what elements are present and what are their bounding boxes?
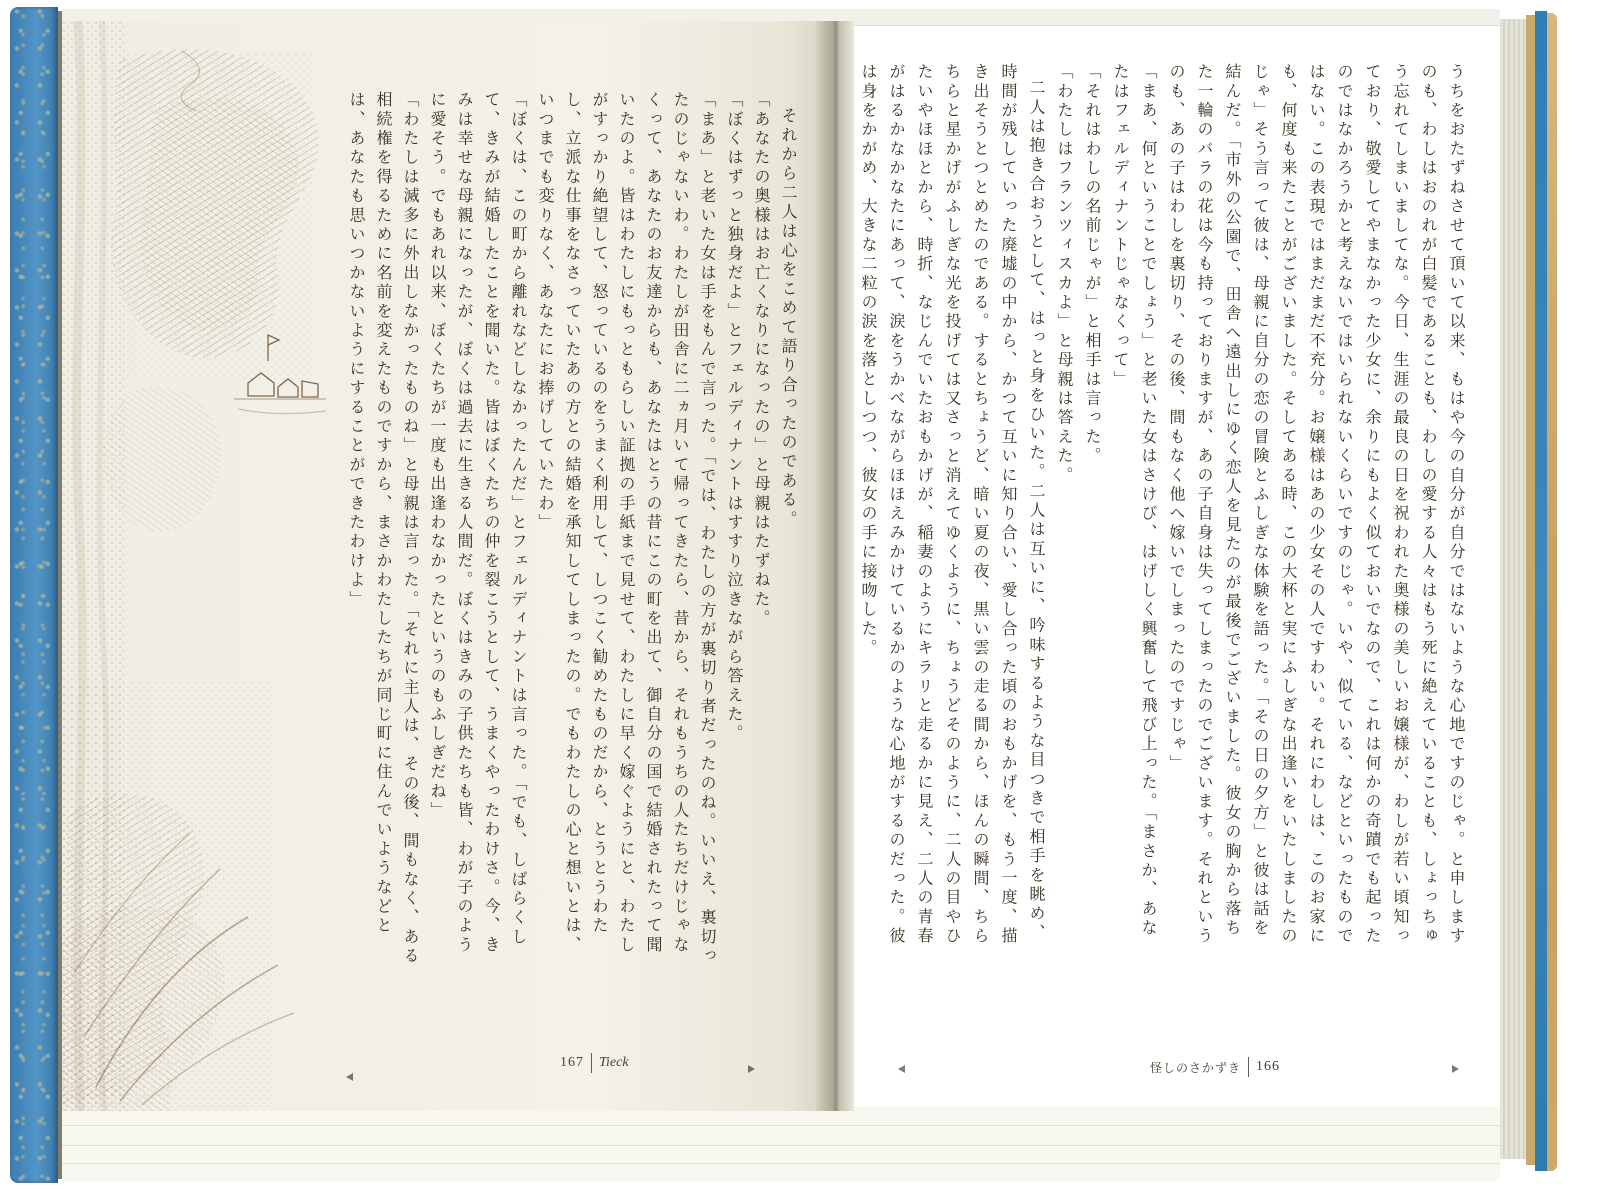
page-edge-line	[62, 1145, 1500, 1146]
right-page-text	[854, 63, 1470, 947]
page-stack-bottom-edge	[62, 1107, 1500, 1181]
corner-ornament-icon	[1452, 1065, 1459, 1073]
footer-divider	[1248, 1057, 1249, 1077]
paragraph: それから二人は心をこめて語り合ったのである。	[779, 107, 798, 530]
page-number: 167	[560, 1055, 584, 1070]
left-page	[62, 21, 816, 1111]
book-cover-left-edge	[10, 7, 58, 1183]
paragraph: 「わたしはフランツィスカよ」と母親は答えた。	[1055, 63, 1074, 486]
cover-outer-gilt-edge	[1547, 13, 1557, 1171]
paragraph: 「それはわしの名前じゃが」と相手は言った。	[1083, 63, 1102, 467]
right-page-footer	[1150, 1057, 1280, 1077]
left-page-text	[343, 91, 802, 971]
paragraph: 「まあ、何ということでしょう」と老いた女はさけび、はげしく興奮して飛び上った。「まさか、あなたはフェルディナントじゃなくって」	[1111, 63, 1158, 939]
paragraph: 「ぼくはずっと独身だよ」とフェルディナントはすすり泣きながら答えた。	[725, 91, 744, 744]
page-edge-line	[62, 1125, 1500, 1126]
page-edge-line	[62, 1163, 1500, 1164]
running-title: Tieck	[599, 1055, 629, 1070]
paragraph: 「まあ」と老いた女は手をもんで言った。「では、わたしの方が裏切り者だったのね。いいえ、裏切ったのじゃないわ。わたしが田舎に二ヵ月いて帰ってきたら、昔から、それもうちの人たちだけじゃなくって、あなたのお友達からも、あなたはとうの昔にこの町を出て、御自分の国で結婚されたって聞いたのよ。皆はわたしにもっともらしい証拠の手紙まで見せて、わたしに早く嫁ぐようにと、わたしがすっかり絶望して、怒っているのをうまく利用して、しつこく勧めたものだから、とうとうわたし、立派な仕事をなさっていたあの方との結婚を承知してしまったの。でもわたしの心と想いとは、いつまでも変りなく、あなたにお捧げしていたわ」	[536, 91, 717, 967]
page-number: 166	[1256, 1059, 1281, 1074]
paragraph: 二人は抱き合おうとして、はっと身をひいた。二人は互いに、吟味するような目つきで相手を眺め、時間が残していった廃墟の中から、かつて互いに知り合い、愛し合った頃のおもかげを、もう一度、描き出そうとつとめたのである。するとちょうど、暗い夏の夜、黒い雲の走る間から、ほんの瞬間、ちらちらと星かげがふしぎな光を投げては又さっと消えてゆくように、ちょうどそのように、二人の目やひたいやほほとから、時折、なじんでいたおもかげが、稲妻のようにキラリと走るかに見え、二人の青春がはるかなかなたにあって、涙をうかべながらほほえみかけているかのような心地がするのだった。彼は身をかがめ、大きな二粒の涙を落としつつ、彼女の手に接吻した。	[859, 63, 1046, 947]
running-title: 怪しのさかずき	[1150, 1060, 1242, 1075]
book-spread	[10, 5, 1558, 1185]
etching-illustration	[62, 21, 362, 1111]
corner-ornament-icon	[898, 1065, 905, 1073]
fore-edge-page-stack	[1500, 19, 1526, 1159]
book-gutter	[816, 21, 854, 1111]
right-page	[854, 21, 1500, 1111]
footer-divider	[591, 1053, 592, 1073]
book-cover-right-edge	[1535, 11, 1547, 1171]
left-page-footer	[560, 1053, 629, 1073]
paragraph: 「ぼくは、この町から離れなどしなかったんだ」とフェルディナントは言った。「でも、しばらくして、きみが結婚したことを聞いた。皆はぼくたちの仲を裂こうとして、うまくやったわけさ。今、きみは幸せな母親になったが、ぼくは過去に生きる人間だ。ぼくはきみの子供たちも皆、わが子のように愛そう。でもあれ以来、ぼくたちが一度も出逢わなかったというのもふしぎだね」	[428, 91, 528, 955]
cover-inner-gilt-edge	[1526, 15, 1535, 1165]
corner-ornament-icon	[346, 1073, 353, 1081]
paragraph: 「わたしは滅多に外出しなかったものね」と母親は言った。「それに主人は、その後、間もなく、ある相続権を得るために名前を変えたものですから、まさかわたしたちが同じ町に住んでいようなどとは、あなたも思いつかないようにすることができたわけよ」	[347, 91, 420, 967]
paragraph: うちをおたずねさせて頂いて以来、もはや今の自分が自分ではないような心地ですのじゃ。と申しますのも、わしはおのれが白髪であることも、わしの愛する人々はもう死に絶えていることも、しょっちゅう忘れてしまいましてな。今日、生涯の最良の日を祝われた奥様の美しいお嬢様が、わしが若い頃知っており、敬愛してやまなかった少女に、余りにもよく似ておいでなので、これは何かの奇蹟でも起ったのではなかろうかと考えないではいられないくらいですのじゃ。いや、似ている、などといったものではない。この表現ではまだまだ不充分。お嬢様はあの少女その人ですわい。それにわしは、このお家にも、何度も来たことがございました。そしてある時、この大杯と実にふしぎな出逢いをいたしましたのじゃ」そう言って彼は、母親に自分の恋の冒険とふしぎな体験を語った。「その日の夕方」と彼は話を結んだ。「市外の公園で、田舎へ遠出しにゆく恋人を見たのが最後でございました。彼女の胸から落ちた一輪のバラの花は今も持っておりますが、あの子自身は失ってしまったのでございます。それというのも、あの子はわしを裏切り、その後、間もなく他へ嫁いでしまったのですじゃ」	[1167, 63, 1466, 947]
corner-ornament-icon	[748, 1065, 755, 1073]
paragraph: 「あなたの奥様はお亡くなりになったの」と母親はたずねた。	[752, 91, 771, 629]
